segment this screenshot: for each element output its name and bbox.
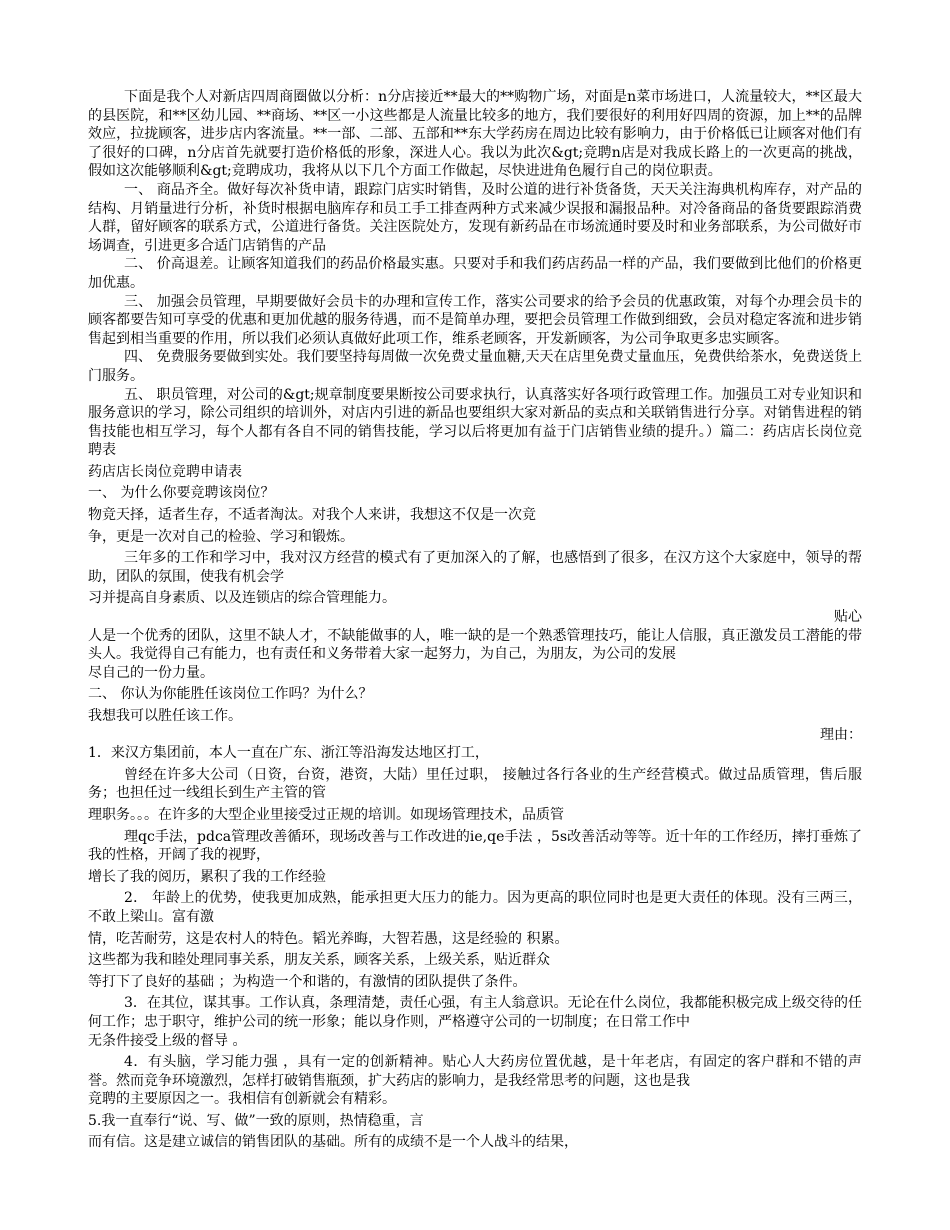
answer-1-team: 人是一个优秀的团队，这里不缺人才，不缺能做事的人，唯一缺的是一个熟悉管理技巧，能让人信服，真正激发员工潜能的带头人。我觉得自己有能力，也有责任和义务带着大家一起努力，为自己，为朋友，为公司的发展 — [88, 627, 862, 663]
answer-1-tiexin-label: 贴心 — [834, 609, 862, 626]
paragraph-point-4-free-service: 四、 免费服务要做到实处。我们要坚持每周做一次免费丈量血糖,天天在店里免费丈量血压，免费供给茶水，免费送货上门服务。 — [88, 349, 862, 384]
reason-3-supervision: 无条件接受上级的督导 。 — [88, 1032, 247, 1049]
answer-2-intro: 我想我可以胜任该工作。 — [88, 708, 242, 724]
reason-1-training: 理职务。。。在许多的大型企业里接受过正规的培训。如现场管理技术，品质管 — [88, 806, 564, 823]
reason-1-experience: 增长了我的阅历，累积了我的工作经验 — [88, 868, 326, 885]
reason-4-closing: 竞聘的主要原因之一。我相信有创新就会有精彩。 — [88, 1091, 396, 1108]
reason-2-character: 情，吃苦耐劳，这是农村人的特色。韬光养晦，大智若愚，这是经验的 积累。 — [88, 930, 569, 947]
reason-4-innovation: 4．有头脑，学习能力强 ，具有一定的创新精神。贴心人大药房位置优越，是十年老店，有固定的客户群和不错的声誉。然而竞争环境激烈，怎样打破销售瓶颈，扩大药店的影响力，是我经常思考的问题，这也是我 — [88, 1054, 862, 1089]
reason-1-heading: 1．来汉方集团前，本人一直在广东、浙江等沿海发达地区打工， — [88, 745, 489, 762]
form-title: 药店店长岗位竞聘申请表 — [88, 463, 242, 480]
answer-1-improve: 习并提高自身素质、以及连锁店的综合管理能力。 — [88, 590, 396, 607]
reason-3-responsibility: 3．在其位，谋其事。工作认真，条理清楚，责任心强，有主人翁意识。无论在什么岗位，我都能积极完成上级交待的任何工作；忠于职守，维护公司的统一形象；能以身作则，严格遵守公司的一切制度；在日常工作中 — [88, 995, 862, 1030]
paragraph-point-2-price: 二、 价高退差。让顾客知道我们的药品价格最实惠。只要对手和我们药店药品一样的产品，我们要做到比他们的价格更加优惠。 — [88, 256, 862, 291]
reason-1-companies: 曾经在许多大公司（日资，台资，港资，大陆）里任过职， 接触过各行各业的生产经营模式。做过品质管理，售后服务；也担任过一线组长到生产主管的管 — [88, 766, 862, 802]
answer-1-line-1: 物竞天择，适者生存，不适者淘汰。对我个人来讲，我想这不仅是一次竞 — [88, 507, 536, 524]
answer-1-line-2: 争，更是一次对自己的检验、学习和锻炼。 — [88, 528, 354, 545]
reason-2-relations: 这些都为我和睦处理同事关系，朋友关系，顾客关系，上级关系，贴近群众 — [88, 952, 550, 969]
answer-2-reason-label: 理由： — [820, 726, 862, 743]
reason-1-methods: 理qc手法，pdca管理改善循环，现场改善与工作改进的ie,qe手法 ，5s改善活动等等。近十年的工作经历，摔打垂炼了我的性格，开阔了我的视野， — [88, 828, 862, 864]
question-1-heading: 一、 为什么你要竞聘该岗位？ — [88, 485, 275, 502]
reason-2-foundation: 等打下了良好的基础 ；为构造一个和谐的，有激情的团队提供了条件。 — [88, 973, 527, 990]
reason-5-trust: 而有信。这是建立诚信的销售团队的基础。所有的成绩不是一个人战斗的结果， — [88, 1134, 578, 1151]
reason-5-principle: 5.我一直奉行“说、写、做”一致的原则，热情稳重，言 — [88, 1112, 424, 1129]
question-2-heading: 二、 你认为你能胜任该岗位工作吗？为什么？ — [88, 686, 373, 703]
paragraph-point-5-staff: 五、 职员管理，对公司的&gt;规章制度要果断按公司要求执行，认真落实好各项行政管理工作。加强员工对专业知识和服务意识的学习，除公司组织的培训外，对店内引进的新品也要组织大家对新品的卖点和关联销售进行分享。对销售进程的销售技能也相互学习，每个人都有各自不同的销售技能，学习以后将更加有益于门店销售业绩的提升。）篇二：药店店长岗位竞聘表 — [88, 386, 862, 459]
paragraph-point-3-membership: 三、 加强会员管理，早期要做好会员卡的办理和宣传工作，落实公司要求的给予会员的优惠政策，对每个办理会员卡的顾客都要告知可享受的优惠和更加优越的服务待遇，而不是简单办理，要把会员管理工作做到细致，会员对稳定客流和进步销售起到相当重要的作用，所以我们必须认真做好此项工作，维系老顾客，开发新顾客，为公司争取更多忠实顾客。 — [88, 293, 862, 347]
document-page — [88, 88, 862, 1152]
paragraph-store-analysis: 下面是我个人对新店四周商圈做以分析：n分店接近**最大的**购物广场，对面是n菜市场进口，人流量较大，**区最大的县医院，和**区幼儿园、**商场、**区一小这些都是人流量比较多的地方，我们要很好的利用好四周的资源，加上**的品牌效应，拉拢顾客，进步店内客流量。**一部、二部、五部和**东大学药房在周边比较有影响力，由于价格低已让顾客对他们有了很好的口碑，n分店首先就要打造价格低的形象，深进人心。我以为此次&gt;竞聘n店是对我成长路上的一次更高的挑战，假如这次能够顺利&gt;竞聘成功，我将从以下几个方面工作做起，尽快进进角色履行自己的岗位职责。 — [88, 89, 862, 180]
paragraph-point-1-products: 一、 商品齐全。做好每次补货申请，跟踪门店实时销售，及时公道的进行补货备货，天天关注海典机构库存，对产品的结构、月销量进行分析，补货时根据电脑库存和员工手工排查两种方式来减少误报和漏报品种。对冷备商品的备货要跟踪消费人群，留好顾客的联系方式，公道进行备货。关注医院处方，发现有新药品在市场流通时要及时和业务部联系，为公司做好市场调查，引进更多合适门店销售的产品 — [88, 181, 862, 254]
answer-1-closing: 尽自己的一份力量。 — [88, 664, 214, 681]
reason-2-age: 2． 年龄上的优势，使我更加成熟，能承担更大压力的能力。因为更高的职位同时也是更大责任的体现。没有三两三，不敢上梁山。富有激 — [88, 890, 862, 925]
answer-1-experience: 三年多的工作和学习中，我对汉方经营的模式有了更加深入的了解，也感悟到了很多，在汉方这个大家庭中，领导的帮助，团队的氛围，使我有机会学 — [88, 550, 862, 585]
